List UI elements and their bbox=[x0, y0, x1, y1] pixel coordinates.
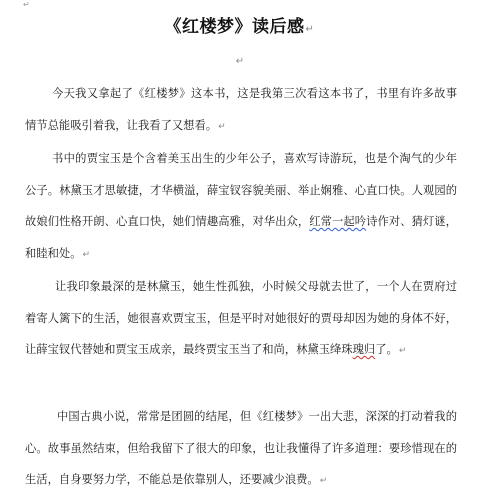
paragraph-mark-icon: ↵ bbox=[235, 56, 245, 67]
paragraph-text: 今天我又拿起了《红楼梦》这本书，这是我第三次看这本书了，书里有许多故事情节总能吸引着我，让我看了又想看。 bbox=[25, 87, 457, 132]
document-title: 《红楼梦》读后感 bbox=[164, 17, 305, 37]
paragraph-text: 中国古典小说，常常是团圆的结尾，但《红楼梦》一出大悲，深深的打动着我的心。故事虽然结束，但给我留下了很大的印象，也让我懂得了许多道理：要珍惜现在的生活，自身要努力学，不能总是依靠别人，还要减少浪费。 bbox=[25, 410, 457, 486]
paragraph-mark-icon: ↵ bbox=[398, 346, 407, 356]
paragraph-mark-icon: ↵ bbox=[218, 121, 226, 132]
paragraph-4 bbox=[25, 401, 457, 498]
page-corner-mark: ↵ bbox=[23, 0, 30, 9]
spelling-flagged-text[interactable]: 瑰归 bbox=[352, 343, 376, 356]
paragraph-2 bbox=[25, 143, 457, 271]
empty-paragraph bbox=[0, 56, 479, 68]
paragraph-3 bbox=[25, 271, 457, 368]
paragraph-text: 让我印象最深的是林黛玉，她生性孤独，小时候父母就去世了，一个人在贾府过着寄人篱下的生活，她很喜欢贾宝玉，但是平时对她很好的贾母却因为她的身体不好，让薛宝钗代替她和贾宝玉成亲，最终贾宝玉当了和尚，林黛玉绛珠 bbox=[25, 280, 457, 356]
paragraph-mark-icon: ↵ bbox=[305, 24, 315, 35]
paragraph-1 bbox=[25, 78, 457, 143]
grammar-flagged-text[interactable]: 红常一起吟 bbox=[309, 215, 367, 228]
paragraph-text: 诗作对、猜灯谜，和睦和处。 bbox=[25, 215, 457, 260]
document-title-line bbox=[0, 14, 479, 43]
paragraph-mark-icon: ↵ bbox=[319, 476, 328, 486]
paragraph-text: 了。 bbox=[375, 343, 398, 356]
paragraph-text: 书中的贾宝玉是个含着美玉出生的少年公子，喜欢写诗游玩，也是个淘气的少年公子。林黛玉才思敏捷，才华横溢，薛宝钗容貌美丽、举止娴雅、心直口快。人观园的故娘们性格开朗、心直口快，她们情趣高雅，对华出众， bbox=[25, 152, 457, 228]
paragraph-mark-icon: ↵ bbox=[82, 249, 91, 260]
